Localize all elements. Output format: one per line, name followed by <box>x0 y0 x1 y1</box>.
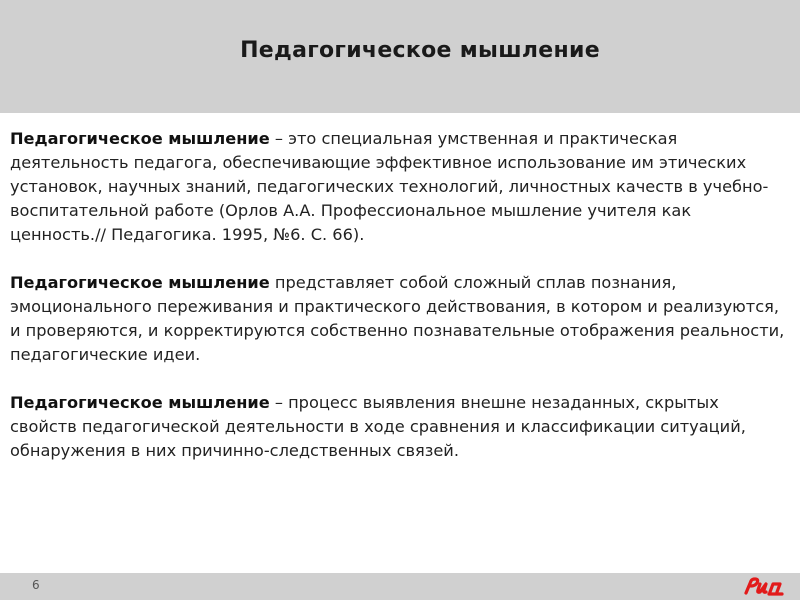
slide-header <box>0 0 800 113</box>
paragraph-text: представляет собой сложный сплав познания, эмоционального переживания и практического действования, в котором и реализуются, и проверяются, и корректируются собственно познавательные отображения реальности, педагогические идеи. <box>10 273 785 364</box>
paragraph-term: Педагогическое мышление <box>10 129 270 148</box>
paragraph-1 <box>10 127 790 247</box>
paragraph-2 <box>10 271 790 367</box>
slide-content <box>0 113 800 573</box>
paragraph-term: Педагогическое мышление <box>10 393 270 412</box>
slide-footer <box>0 573 800 600</box>
paragraph-text: – это специальная умственная и практическая деятельность педагога, обеспечивающие эффективное использование им этических установок, научных знаний, педагогических технологий, личностных качеств в учебно-воспитательной работе (Орлов А.А. Профессиональное мышление учителя как ценность.// Педагогика. 1995, №6. С. 66). <box>10 129 769 244</box>
rzd-logo-icon <box>742 575 786 597</box>
paragraph-3 <box>10 391 790 463</box>
body-text <box>10 127 790 487</box>
slide-title: Педагогическое мышление <box>240 38 600 63</box>
paragraph-term: Педагогическое мышление <box>10 273 270 292</box>
page-number: 6 <box>32 578 40 592</box>
paragraph-text: – процесс выявления внешне незаданных, скрытых свойств педагогической деятельности в ходе сравнения и классификации ситуаций, обнаружения в них причинно-следственных связей. <box>10 393 746 460</box>
